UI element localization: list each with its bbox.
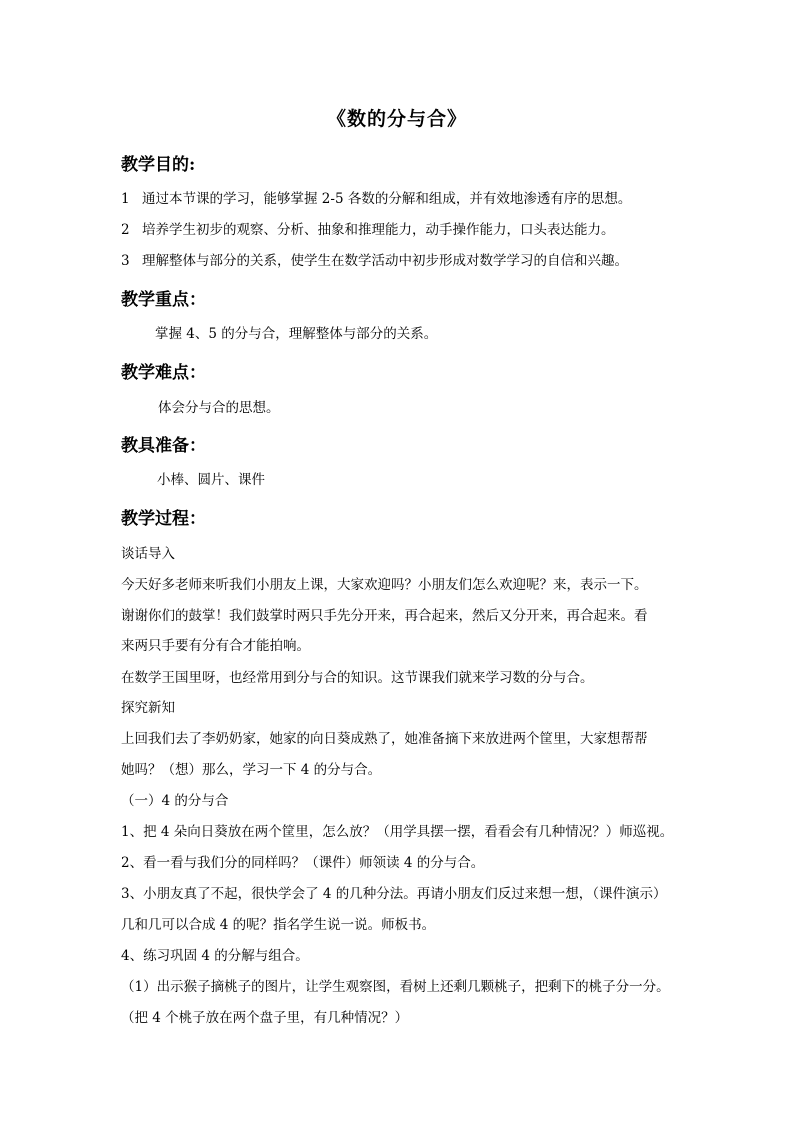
materials-text: 小棒、圆片、课件 <box>157 472 265 488</box>
difficulty-heading: 教学难点： <box>121 363 206 383</box>
process-line: 谈话导入 <box>121 546 175 562</box>
process-line: （把 4 个桃子放在两个盘子里，有几种情况？） <box>121 1010 409 1026</box>
goal-text: 培养学生初步的观察、分析、抽象和推理能力，动手操作能力，口头表达能力。 <box>142 222 615 238</box>
process-heading: 教学过程： <box>121 509 206 529</box>
goal-item <box>121 218 615 238</box>
key-point-heading: 教学重点： <box>121 290 206 310</box>
difficulty-text: 体会分与合的思想。 <box>158 400 280 416</box>
process-line: 1、把 4 朵向日葵放在两个筐里，怎么放？（用学具摆一摆，看看会有几种情况？）师巡视。 <box>121 824 674 840</box>
process-line: 几和几可以合成 4 的呢？指名学生说一说。师板书。 <box>121 917 436 933</box>
goal-number: 1 <box>121 191 130 207</box>
process-line: 今天好多老师来听我们小朋友上课，大家欢迎吗？小朋友们怎么欢迎呢？来，表示一下。 <box>121 577 648 593</box>
goal-number: 2 <box>121 222 130 238</box>
process-line: 谢谢你们的鼓掌！我们鼓掌时两只手先分开来，再合起来，然后又分开来，再合起来。看 <box>121 608 648 624</box>
document-title: 《数的分与合》 <box>326 108 467 130</box>
goal-item <box>121 187 631 207</box>
process-line: （1）出示猴子摘桃子的图片，让学生观察图，看树上还剩几颗桃子，把剩下的桃子分一分。 <box>121 979 670 995</box>
goals-heading: 教学目的: <box>121 155 196 175</box>
goal-number: 3 <box>121 253 130 269</box>
process-line: 4、练习巩固 4 的分解与组合。 <box>121 948 309 964</box>
process-line: 上回我们去了李奶奶家，她家的向日葵成熟了，她准备摘下来放进两个筐里，大家想帮帮 <box>121 731 648 747</box>
process-line: 2、看一看与我们分的同样吗？（课件）师领读 4 的分与合。 <box>121 855 485 871</box>
key-point-text: 掌握 4、5 的分与合，理解整体与部分的关系。 <box>155 326 438 342</box>
process-line: 她吗？（想）那么，学习一下 4 的分与合。 <box>121 762 382 778</box>
process-line: 3、小朋友真了不起，很快学会了 4 的几种分法。再请小朋友们反过来想一想，（课件演示） <box>121 886 667 902</box>
process-line: 探究新知 <box>121 700 175 716</box>
process-line: 来两只手要有分有合才能拍响。 <box>121 638 310 654</box>
goal-item <box>121 249 628 269</box>
goal-text: 通过本节课的学习，能够掌握 2-5 各数的分解和组成，并有效地渗透有序的思想。 <box>142 191 632 207</box>
process-line: （一）4 的分与合 <box>121 793 229 809</box>
goal-text: 理解整体与部分的关系，使学生在数学活动中初步形成对数学学习的自信和兴趣。 <box>142 253 628 269</box>
materials-heading: 教具准备： <box>121 436 206 456</box>
process-line: 在数学王国里呀，也经常用到分与合的知识。这节课我们就来学习数的分与合。 <box>121 670 594 686</box>
